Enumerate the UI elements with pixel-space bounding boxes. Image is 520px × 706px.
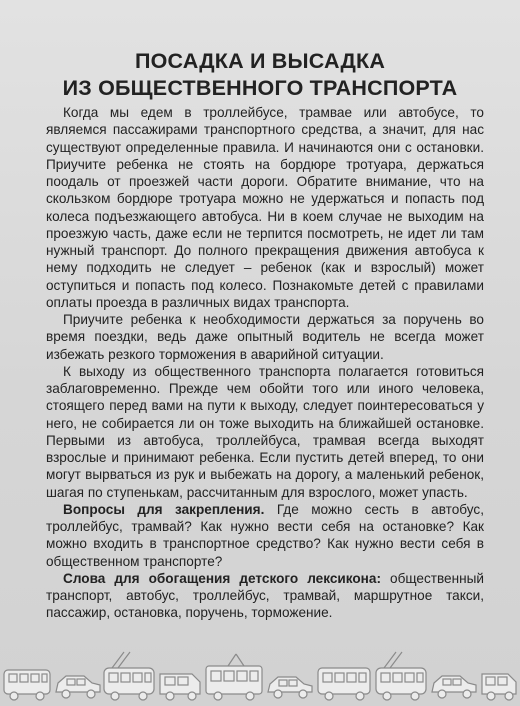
vocabulary-label: Слова для обогащения детского лексикона: [63, 570, 381, 586]
paragraph-exit: К выходу из общественного транспорта полагается готовиться заблаговременно. Прежде чем обойти того или иного человека, стоящего перед вами на пути к выходу, следует поинтересоваться у него, не собирается ли он тоже выходить на ближайшей остановке. Первыми из автобуса, троллейбуса, трамвая всегда выходят взрослые и принимают ребенка. Если пустить детей вперед, то они могут вырваться из рук и выбежать на дорогу, а маленький ребенок, шагая по ступенькам, рассчитанным для взрослого, может упасть. [46, 363, 484, 500]
paragraph-questions [46, 501, 484, 570]
bus-icon [4, 670, 50, 700]
van-icon [160, 674, 200, 700]
title-line-2: ИЗ ОБЩЕСТВЕННОГО ТРАНСПОРТА [62, 76, 458, 100]
trolleybus-icon [376, 652, 426, 700]
paragraph-bus-stop: Когда мы едем в троллейбусе, трамвае или автобусе, то являемся пассажирами транспортного средства, а значит, для нас существуют определенные правила. И начинаются они с остановки. Приучите ребенка не стоять на бордюре тротуара, держаться поодаль от проезжей части дороги. Обратите внимание, что на скользком бордюре тротуара можно не удержаться и попасть под колеса подъезжающего автобуса. Ни в коем случае не выходим на проезжую часть, даже если не терпится посмотреть, не идет ли там нужный транспорт. До полного прекращения движения автобуса к нему подходить не следует – ребенок (как и взрослый) может оступиться и попасть под колесо. Познакомьте детей с правилами оплаты проезда в различных видах транспорта. [46, 105, 484, 310]
page-title [0, 48, 520, 102]
transport-border [0, 640, 520, 706]
paragraph-vocabulary [46, 570, 484, 622]
questions-label: Вопросы для закрепления. [63, 501, 265, 517]
van-icon [482, 674, 516, 700]
car-icon [56, 676, 100, 698]
bus-icon [318, 668, 370, 700]
trolleybus-icon [104, 652, 154, 700]
questions-text: Где можно сесть в автобус, троллейбус, трамвай? Как нужно вести себя на остановке? Как можно входить в транспортное средство? Как нужно вести себя в общественном транспорте? [46, 501, 484, 569]
title-line-1: ПОСАДКА И ВЫСАДКА [134, 49, 386, 73]
paragraph-handrail: Приучите ребенка к необходимости держаться за поручень во время поездки, ведь даже опытный водитель не всегда может избежать резкого торможения в аварийной ситуации. [46, 312, 484, 362]
body-text [46, 104, 484, 622]
car-icon [268, 677, 312, 698]
tram-icon [206, 654, 262, 700]
vocabulary-text: общественный транспорт, автобус, троллейбус, трамвай, маршрутное такси, пассажир, остановка, поручень, торможение. [46, 570, 484, 621]
car-icon [432, 676, 476, 698]
